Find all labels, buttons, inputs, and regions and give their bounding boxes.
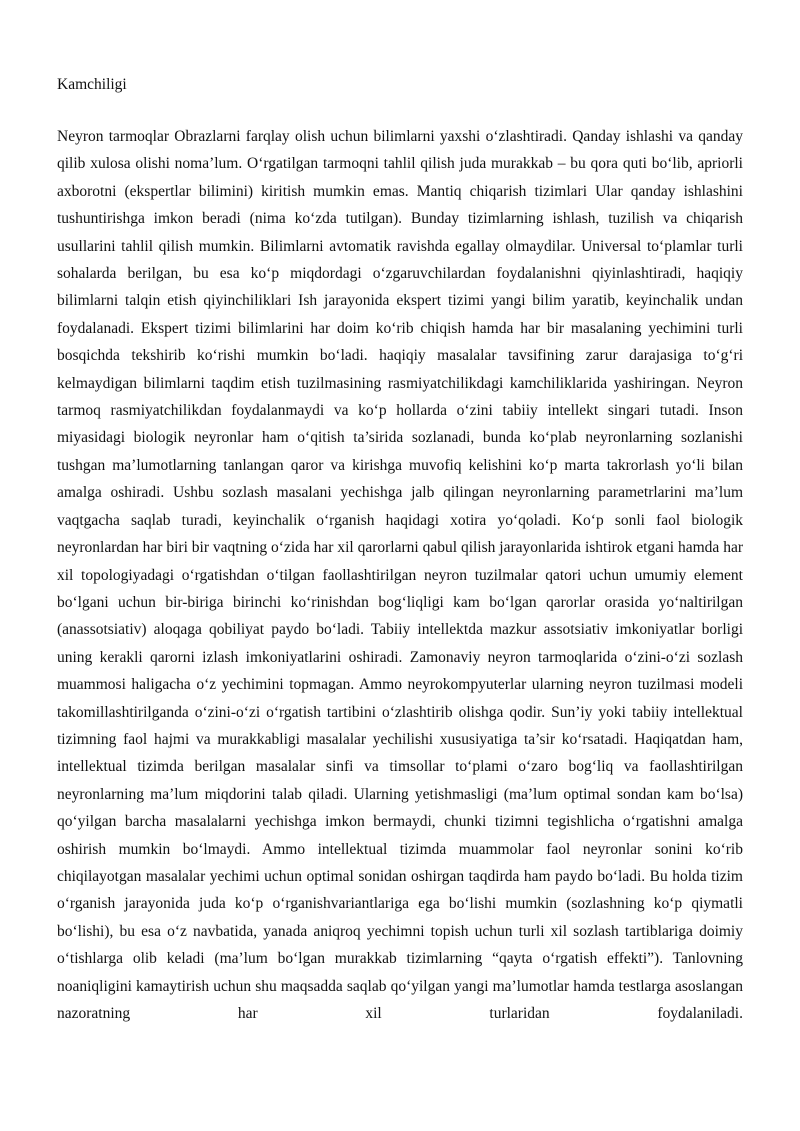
section-heading: Kamchiligi [57,76,127,93]
body-paragraph: Neyron tarmoqlar Obrazlarni farqlay olish uchun bilimlarni yaxshi o‘zlashtiradi. Qanday ishlashi va qanday qilib xulosa olishi noma’lum. O‘rgatilgan tarmoqni tahlil qilish juda murakkab – bu qora quti bo‘lib, apriorli axborotni (ekspertlar bilimini) kiritish mumkin emas. Mantiq chiqarish tizimlari Ular qanday ishlashini tushuntirishga imkon beradi (nima ko‘zda tutilgan). Bunday tizimlarning ishlash, tuzilish va chiqarish usullarini tahlil qilish mumkin. Bilimlarni avtomatik ravishda egallay olmaydilar. Universal to‘plamlar turli sohalarda berilgan, bu esa ko‘p miqdordagi o‘zgaruvchilardan foydalanishni qiyinlashtiradi, haqiqiy bilimlarni talqin etish qiyinchiliklari Ish jarayonida ekspert tizimi yangi bilim yaratib, keyinchalik undan foydalanadi. Ekspert tizimi bilimlarini har doim ko‘rib chiqish hamda har bir masalaning yechimini turli bosqichda tekshirib ko‘rishi mumkin bo‘ladi. haqiqiy masalalar tavsifining zarur darajasiga to‘g‘ri kelmaydigan bilimlarni taqdim etish tuzilmasining rasmiyatchilikdagi kamchiliklarida yashiringan. Neyron tarmoq rasmiyatchilikdan foydalanmaydi va ko‘p hollarda o‘zini tabiiy intellekt singari tutadi. Inson miyasidagi biologik neyronlar ham o‘qitish ta’sirida sozlanadi, bunda ko‘plab neyronlarning sozlanishi tushgan ma’lumotlarning tanlangan qaror va kirishga muvofiq kelishini ko‘p marta takrorlash yo‘li bilan amalga oshiradi. Ushbu sozlash masalani yechishga jalb qilingan neyronlarning parametrlarini ma’lum vaqtgacha saqlab turadi, keyinchalik o‘rganish haqidagi xotira yo‘qoladi. Ko‘p sonli faol biologik neyronlardan har biri bir vaqtning o‘zida har xil qarorlarni qabul qilish jarayonlarida ishtirok etgani hamda har xil topologiyadagi o‘rgatishdan o‘tilgan faollashtirilgan neyron tuzilmalar qatori uchun umumiy element bo‘lgani uchun bir-biriga birinchi ko‘rinishdan bog‘liqligi kam bo‘lgan qarorlar orasida yo‘naltirilgan (anassotsiativ) aloqaga qobiliyat paydo bo‘ladi. Tabiiy intellektda mazkur assotsiativ imkoniyatlar borligi uning kerakli qarorni izlash imkoniyatlarini oshiradi. Zamonaviy neyron tarmoqlarida o‘zini-o‘zi sozlash muammosi haligacha o‘z yechimini topmagan. Ammo neyrokompyuterlar ularning neyron tuzilmasi modeli takomillashtirilganda o‘zini-o‘zi o‘rgatish tartibini o‘zlashtirib olishga qodir. Sun’iy yoki tabiiy intellektual tizimning faol hajmi va murakkabligi masalalar yechilishi xususiyatiga ta’sir ko‘rsatadi. Haqiqatdan ham, intellektual tizimda berilgan masalalar sinfi va timsollar to‘plami o‘zaro bog‘liq va faollashtirilgan neyronlarning ma’lum miqdorini talab qiladi. Ularning yetishmasligi (ma’lum optimal sondan kam bo‘lsa) qo‘yilgan barcha masalalarni yechishga imkon bermaydi, chunki tizimni tegishlicha o‘rgatishni amalga oshirish mumkin bo‘lmaydi. Ammo intellektual tizimda muammolar faol neyronlar sonini ko‘rib chiqilayotgan masalalar yechimi uchun optimal sonidan oshirgan taqdirda ham paydo bo‘ladi. Bu holda tizim o‘rganish jarayonida juda ko‘p o‘rganishvariantlariga ega bo‘lishi mumkin (sozlashning ko‘p qiymatli bo‘lishi), bu esa o‘z navbatida, yanada aniqroq yechimni topish uchun turli xil sozlash tartiblariga doimiy o‘tishlarga olib keladi (ma’lum bo‘lgan murakkab tizimlarning “qayta o‘rgatish effekti”). Tanlovning noaniqligini kamaytirish uchun shu maqsadda saqlab qo‘yilgan yangi ma’lumotlar hamda testlarga asoslangan nazoratning har xil turlaridan foydalaniladi. [57,128,743,1022]
